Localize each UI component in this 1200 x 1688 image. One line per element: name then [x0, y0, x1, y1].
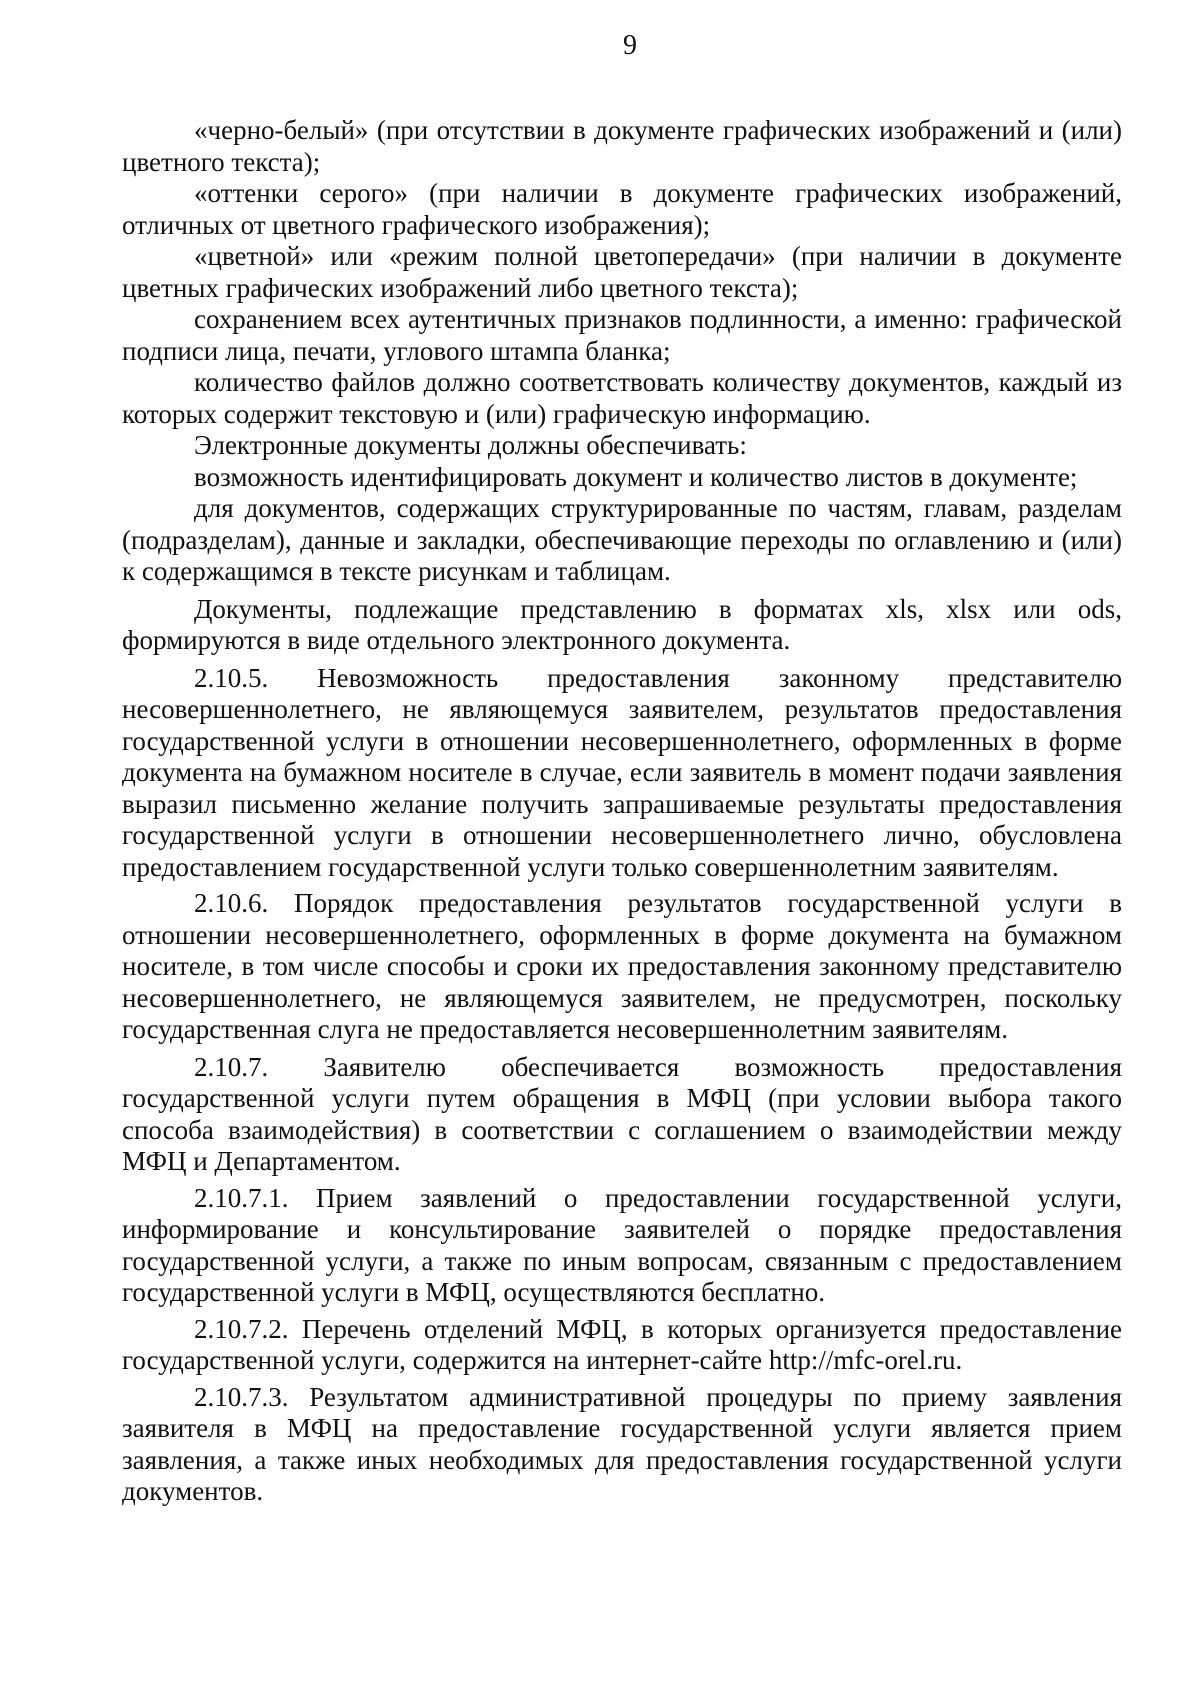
paragraph-2-10-6: 2.10.6. Порядок предоставления результатов государственной услуги в отношении несовершеннолетнего, оформленных в форме документа на бумажном носителе, в том числе способы и сроки их предоставления законному представителю несовершеннолетнего, не являющемуся заявителем, не предусмотрен, поскольку государственная слуга не предоставляется несовершеннолетним заявителям.: [122, 888, 1122, 1044]
paragraph-2-10-7-2: 2.10.7.2. Перечень отделений МФЦ, в которых организуется предоставление государственной услуги, содержится на интернет-сайте http://mfc-orel.ru.: [122, 1313, 1122, 1375]
paragraph-2-10-5: 2.10.5. Невозможность предоставления законному представителю несовершеннолетнего, не являющемуся заявителем, результатов предоставления государственной услуги в отношении несовершеннолетнего, оформленных в форме документа на бумажном носителе в случае, если заявитель в момент подачи заявления выразил письменно желание получить запрашиваемые результаты предоставления государственной услуги в отношении несовершеннолетнего лично, обусловлена предоставлением государственной услуги только совершеннолетним заявителям.: [122, 662, 1122, 882]
paragraph-authenticity: сохранением всех аутентичных признаков подлинности, а именно: графической подписи лица, печати, углового штампа бланка;: [122, 304, 1122, 366]
paragraph-2-10-7: 2.10.7. Заявителю обеспечивается возможность предоставления государственной услуги путем обращения в МФЦ (при условии выбора такого способа взаимодействия) в соответствии с соглашением о взаимодействии между МФЦ и Департаментом.: [122, 1051, 1122, 1176]
paragraph-electronic-docs: Электронные документы должны обеспечивать:: [194, 430, 747, 460]
paragraph-identify-document: возможность идентифицировать документ и количество листов в документе;: [194, 461, 1078, 492]
paragraph-color-mode-color: «цветной» или «режим полной цветопередачи» (при наличии в документе цветных графических изображений либо цветного текста);: [122, 241, 1122, 303]
paragraph-color-mode-bw: «черно-белый» (при отсутствии в документе графических изображений и (или) цветного текста);: [122, 115, 1122, 177]
paragraph-file-count: количество файлов должно соответствовать количеству документов, каждый из которых содержит текстовую и (или) графическую информацию.: [122, 367, 1122, 429]
paragraph-color-mode-gray: «оттенки серого» (при наличии в документе графических изображений, отличных от цветного графического изображения);: [122, 178, 1122, 240]
document-body: [122, 115, 1122, 1508]
page-number: 9: [623, 30, 637, 61]
paragraph-2-10-7-3: 2.10.7.3. Результатом административной процедуры по приему заявления заявителя в МФЦ на предоставление государственной услуги является прием заявления, а также иных необходимых для предоставления государственной услуги документов.: [122, 1381, 1122, 1506]
paragraph-spreadsheet-formats: Документы, подлежащие представлению в форматах xls, xlsx или ods, формируются в виде отдельного электронного документа.: [122, 593, 1122, 655]
paragraph-2-10-7-1: 2.10.7.1. Прием заявлений о предоставлении государственной услуги, информирование и консультирование заявителей о порядке предоставления государственной услуги, а также по иным вопросам, связанным с предоставлением государственной услуги в МФЦ, осуществляются бесплатно.: [122, 1182, 1122, 1307]
paragraph-structured-docs: для документов, содержащих структурированные по частям, главам, разделам (подразделам), данные и закладки, обеспечивающие переходы по оглавлению и (или) к содержащимся в тексте рисункам и таблицам.: [122, 493, 1122, 586]
